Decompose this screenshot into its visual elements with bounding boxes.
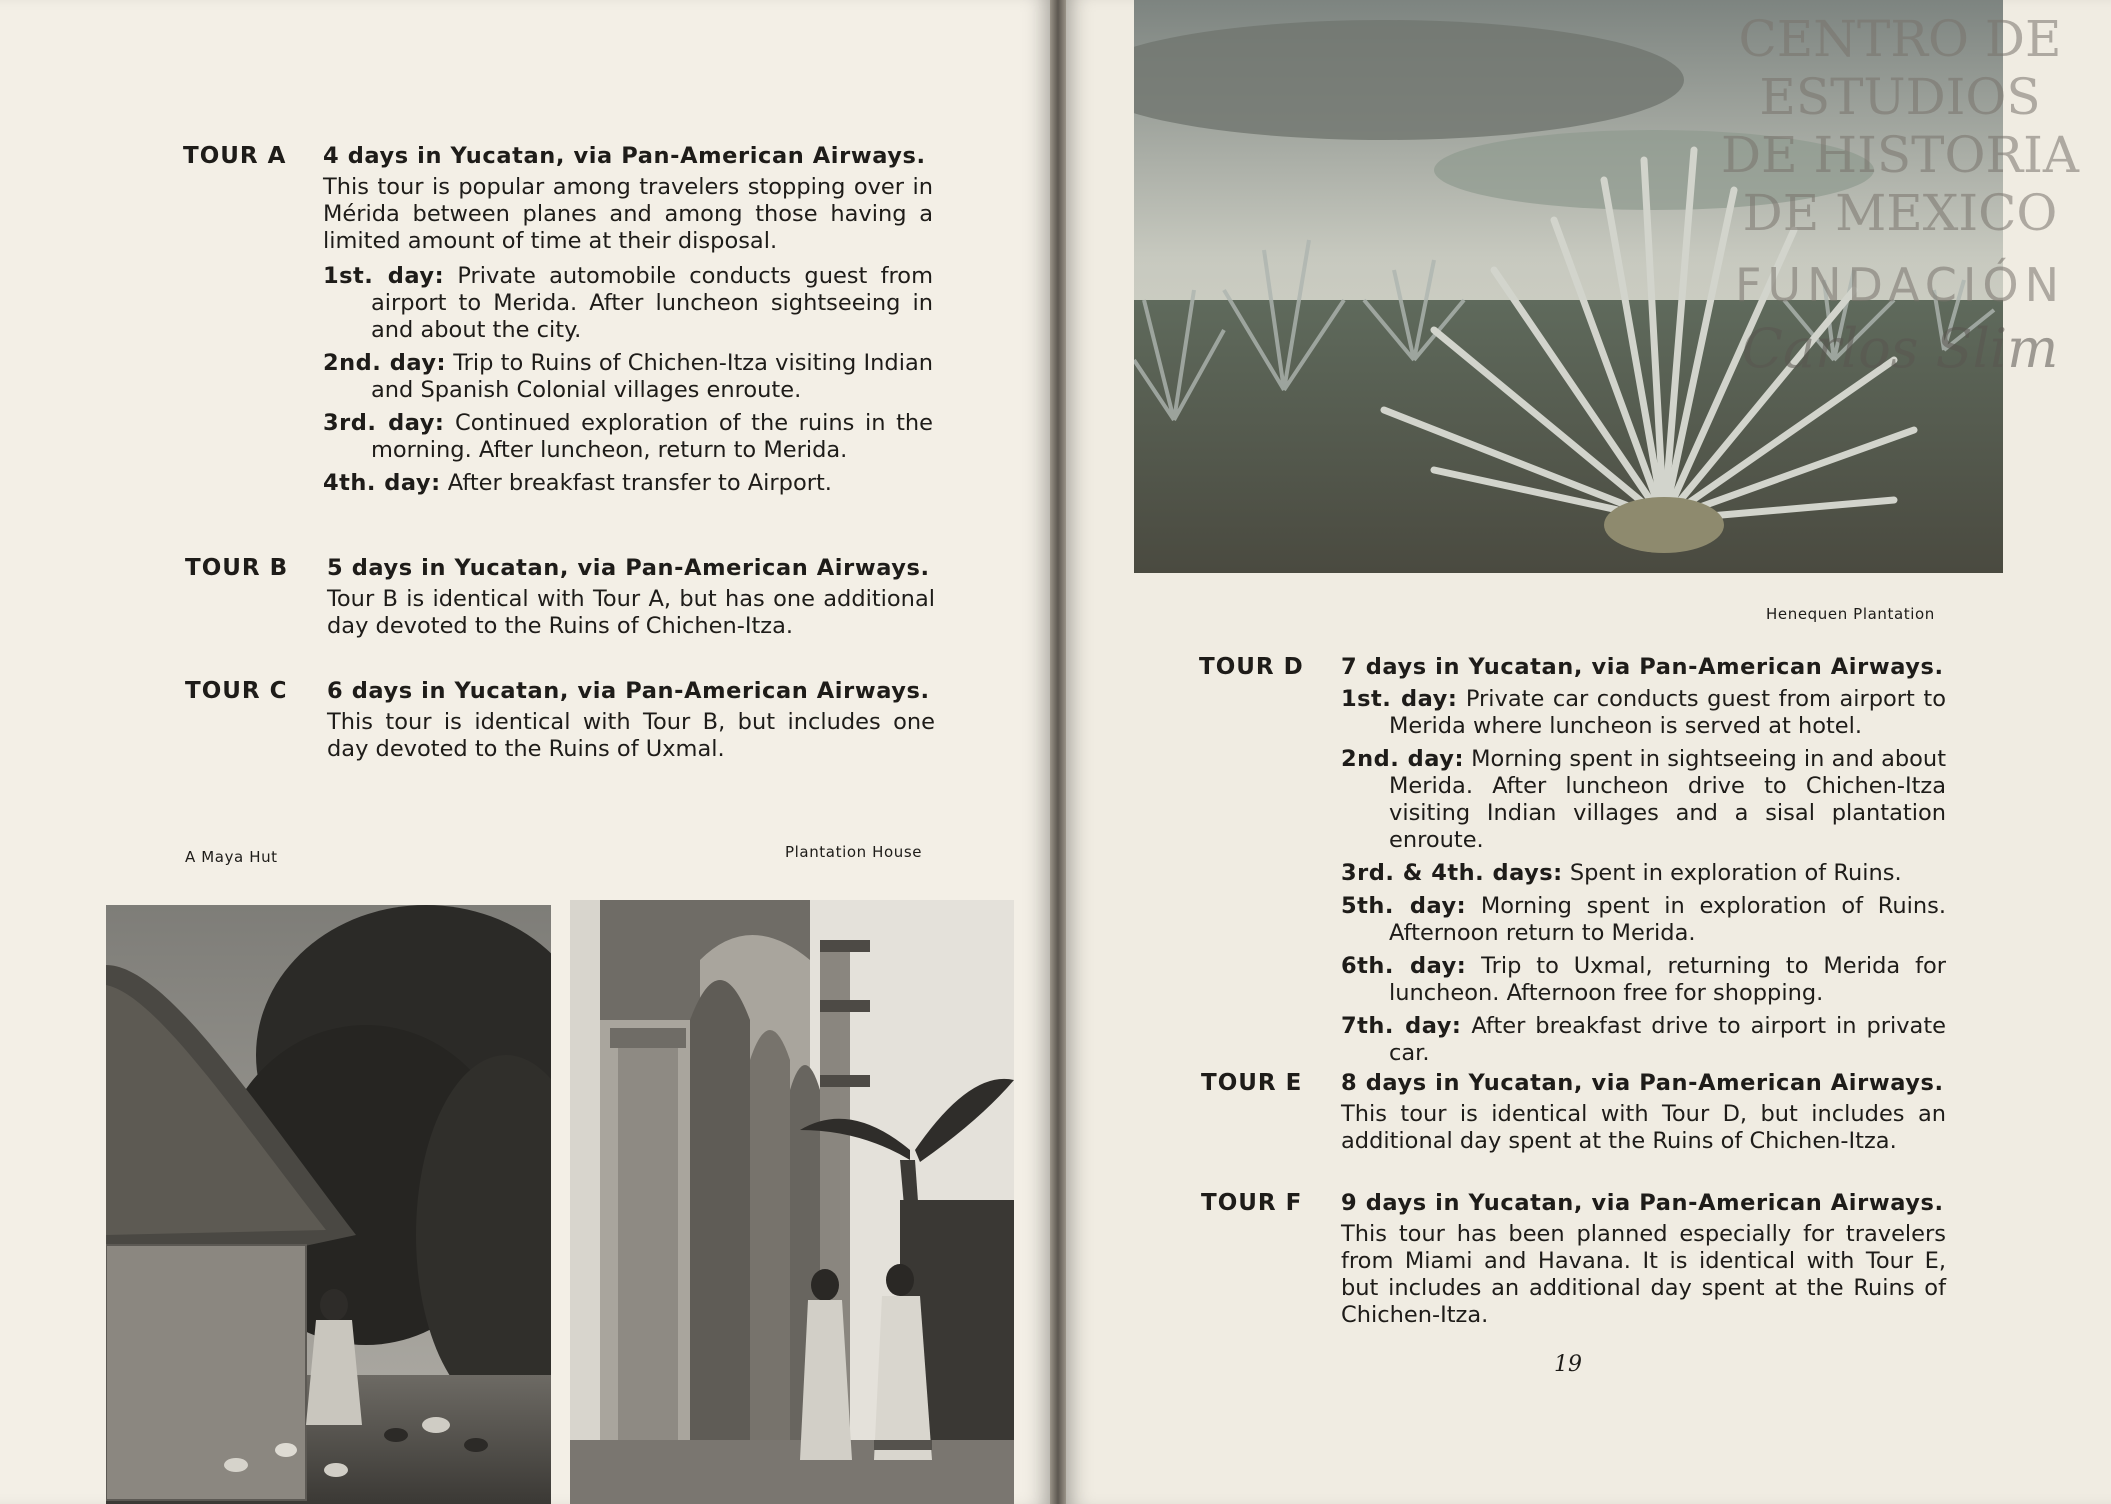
tour-e-heading: 8 days in Yucatan, via Pan-American Airways.: [1341, 1070, 1944, 1096]
tour-a-day-2: 2nd. day: Trip to Ruins of Chichen-Itza visiting Indian and Spanish Colonial villages enroute.: [323, 350, 933, 403]
tour-b-intro: Tour B is identical with Tour A, but has one additional day devoted to the Ruins of Chichen-Itza.: [327, 586, 935, 639]
tour-a-intro: This tour is popular among travelers stopping over in Mérida between planes and among those having a limited amount of time at their disposal.: [323, 174, 933, 254]
plantation-house-photo: [570, 900, 1014, 1504]
page-number: 19: [1554, 1352, 1582, 1377]
watermark-signature: Carlos Slim: [1741, 317, 2059, 380]
caption-henequen-plantation: Henequen Plantation: [1766, 605, 1935, 623]
caption-maya-hut: A Maya Hut: [185, 848, 278, 866]
tour-f-intro: This tour has been planned especially for travelers from Miami and Havana. It is identical with Tour E, but includes an additional day spent at the Ruins of Chichen-Itza.: [1341, 1221, 1946, 1328]
tour-d-day-7: 7th. day: After breakfast drive to airport in private car.: [1341, 1013, 1946, 1066]
watermark-line-3: DE HISTORIA: [1721, 126, 2079, 184]
tour-a-day-3: 3rd. day: Continued exploration of the ruins in the morning. After luncheon, return to Merida.: [323, 410, 933, 463]
tour-d-day-5: 5th. day: Morning spent in exploration of Ruins. Afternoon return to Merida.: [1341, 893, 1946, 946]
tour-f-label: TOUR F: [1201, 1190, 1303, 1216]
tour-f-heading: 9 days in Yucatan, via Pan-American Airways.: [1341, 1190, 1944, 1216]
maya-hut-photo: [106, 905, 551, 1504]
tour-d-heading: 7 days in Yucatan, via Pan-American Airways.: [1341, 654, 1944, 680]
watermark-line-5: FUNDACIÓN: [1734, 258, 2066, 312]
tour-a-label: TOUR A: [183, 143, 287, 169]
tour-d-label: TOUR D: [1199, 654, 1304, 680]
tour-c-intro: This tour is identical with Tour B, but includes one day devoted to the Ruins of Uxmal.: [327, 709, 935, 762]
tour-b-heading: 5 days in Yucatan, via Pan-American Airways.: [327, 555, 930, 581]
tour-b-label: TOUR B: [185, 555, 289, 581]
tour-d-day-6: 6th. day: Trip to Uxmal, returning to Merida for luncheon. Afternoon free for shopping.: [1341, 953, 1947, 1006]
watermark-line-4: DE MEXICO: [1742, 184, 2058, 242]
archive-watermark: [1690, 10, 2110, 378]
caption-plantation-house: Plantation House: [785, 843, 923, 861]
tour-c-label: TOUR C: [185, 678, 288, 704]
maya-hut-illustration: [106, 905, 551, 1504]
tour-a-heading: 4 days in Yucatan, via Pan-American Airways.: [323, 143, 926, 169]
tour-e-label: TOUR E: [1201, 1070, 1303, 1096]
tour-d-day-1: 1st. day: Private car conducts guest from airport to Merida where luncheon is served at hotel.: [1341, 686, 1946, 739]
tour-a-day-4: 4th. day: After breakfast transfer to Airport.: [323, 470, 832, 496]
plantation-house-illustration: [570, 900, 1014, 1504]
left-page: [0, 0, 1050, 1504]
tour-d-day-2: 2nd. day: Morning spent in sightseeing in and about Merida. After luncheon drive to Chichen-Itza visiting Indian villages and a sisal plantation enroute.: [1341, 746, 1947, 853]
watermark-line-1: CENTRO DE: [1738, 10, 2062, 68]
tour-a-day-1: 1st. day: Private automobile conducts guest from airport to Merida. After luncheon sightseeing in and about the city.: [323, 263, 933, 343]
tour-c-heading: 6 days in Yucatan, via Pan-American Airways.: [327, 678, 930, 704]
tour-e-intro: This tour is identical with Tour D, but includes an additional day spent at the Ruins of Chichen-Itza.: [1341, 1101, 1946, 1154]
watermark-line-2: ESTUDIOS: [1759, 68, 2041, 126]
book-gutter: [1050, 0, 1066, 1504]
tour-d-day-3-4: 3rd. & 4th. days: Spent in exploration of Ruins.: [1341, 860, 1902, 886]
